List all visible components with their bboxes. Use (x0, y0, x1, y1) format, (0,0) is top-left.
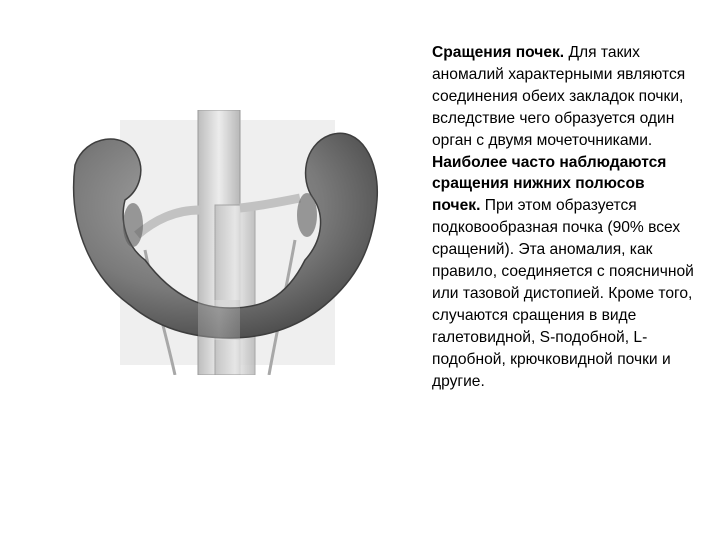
body-text: При этом образуется подковообразная почка (90% всех сращений). Эта аномалия, как правило, соединяется с поясничной или тазовой дистопией. Кроме того, случаются сращения в виде галетовидной, S-подобной, L-подобной, крючковидной почки и другие. (432, 197, 694, 390)
vena-cava (215, 205, 255, 375)
heading-bold: Сращения почек. (432, 44, 565, 61)
intro-text: Для таких аномалий характерными являются соединения обеих закладок почки, вследствие чего образуется один орган с двумя мочеточниками. (432, 44, 686, 149)
description-text (432, 42, 694, 393)
aorta-over-isthmus (198, 300, 240, 340)
emphasis-bold: Наиболее часто наблюдаются сращения нижних полюсов почек. (432, 153, 667, 215)
horseshoe-kidney-illustration (55, 110, 400, 375)
right-hilum (297, 193, 317, 237)
left-hilum (123, 203, 143, 247)
